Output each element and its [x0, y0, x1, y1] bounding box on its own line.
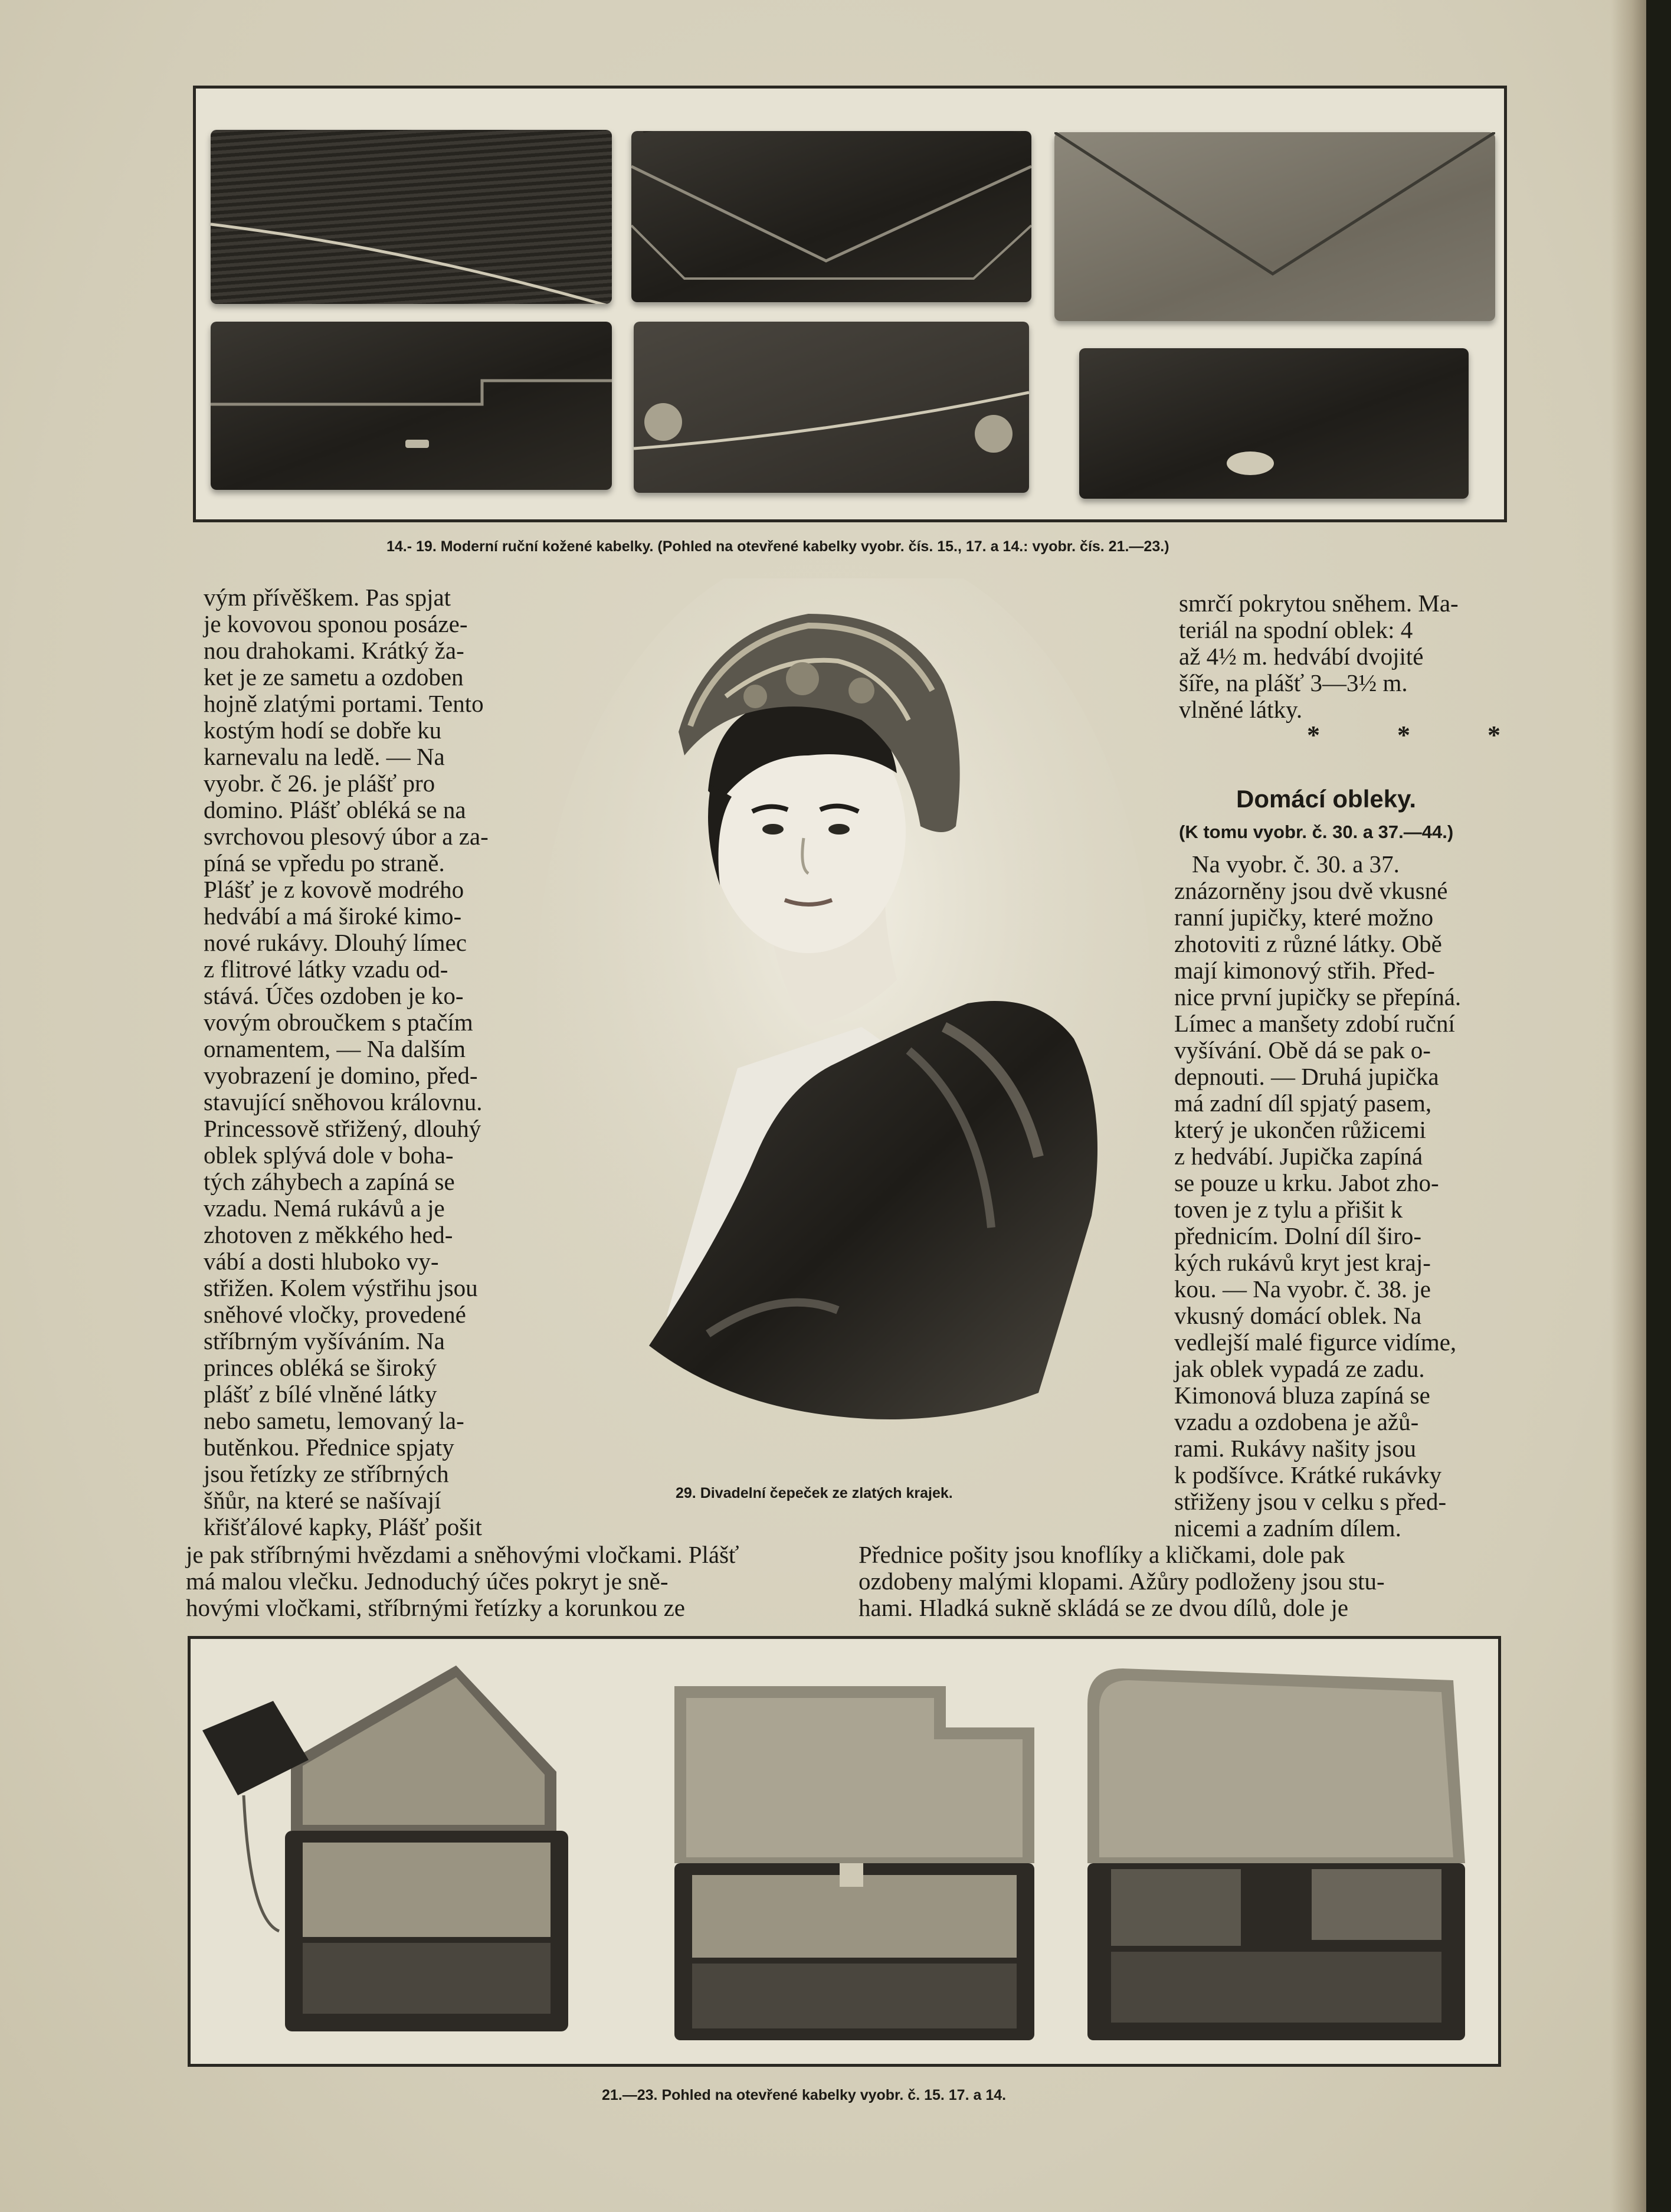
left-line: ornamentem, — Na dalším [204, 1035, 466, 1062]
left-bottom-text [186, 1542, 829, 1621]
left-line: vyobrazení je domino, před- [204, 1062, 478, 1089]
left-line: karnevalu na ledě. — Na [204, 743, 445, 770]
left-text-column [204, 584, 516, 1540]
right-line: k podšívce. Krátké rukávky [1174, 1461, 1442, 1488]
right-line: vyšívání. Obě dá se pak o- [1174, 1036, 1431, 1064]
right-line: kých rukávů kryt jest kraj- [1174, 1249, 1431, 1276]
right-line: rami. Rukávy našity jsou [1174, 1435, 1416, 1462]
top-photo-frame [193, 86, 1507, 522]
handbag-14 [211, 130, 612, 304]
left-line: nové rukávy. Dlouhý límec [204, 929, 467, 956]
section-divider-stars: * * * [1307, 721, 1536, 750]
left-line: kostým hodí se dobře ku [204, 716, 442, 744]
left-line: píná se vpředu po straně. [204, 849, 445, 876]
right-line: mají kimonový střih. Před- [1174, 957, 1435, 984]
left-line: stává. Účes ozdoben je ko- [204, 982, 464, 1009]
right-line: nicemi a zadním dílem. [1174, 1514, 1401, 1542]
left-line: nebo sametu, lemovaný la- [204, 1407, 464, 1434]
top-photo-caption: 14.- 19. Moderní ruční kožené kabelky. (Pohled na otevřené kabelky vyobr. čís. 15., 17. a 14.: vyobr. čís. 21.—23.) [386, 538, 1169, 555]
bottom-photo-caption: 21.—23. Pohled na otevřené kabelky vyobr. č. 15. 17. a 14. [602, 2087, 1007, 2103]
left-line: butěnkou. Přednice spjaty [204, 1434, 454, 1461]
left-line: oblek splývá dole v boha- [204, 1141, 454, 1169]
left-line: Princessově střižený, dlouhý [204, 1115, 481, 1142]
left-line: hojně zlatými portami. Tento [204, 690, 484, 717]
left-line: střižen. Kolem výstřihu jsou [204, 1274, 478, 1301]
handbag-19 [1079, 348, 1469, 499]
open-handbag-23 [1087, 1668, 1465, 2046]
right-line: znázorněny jsou dvě vkusné [1174, 877, 1448, 904]
left-line: princes obléká se široký [204, 1354, 437, 1381]
right-top-line: smrčí pokrytou sněhem. Ma- [1179, 590, 1459, 617]
right-line: Límec a manšety zdobí ruční [1174, 1010, 1455, 1037]
left-bottom-line: je pak stříbrnými hvězdami a sněhovými vločkami. Plášť [186, 1541, 739, 1568]
right-line: vzadu a ozdobena je ažů- [1174, 1408, 1419, 1435]
left-line: hedvábí a má široké kimo- [204, 902, 462, 930]
right-line: ranní jupičky, které možno [1174, 904, 1434, 931]
right-top-text [1179, 590, 1498, 723]
right-line: vkusný domácí oblek. Na [1174, 1302, 1422, 1329]
handbag-18 [634, 322, 1029, 493]
right-line: z hedvábí. Jupička zapíná [1174, 1143, 1423, 1170]
book-spine [1646, 0, 1671, 2212]
right-line: se pouze u krku. Jabot zho- [1174, 1169, 1439, 1196]
right-line: přednicím. Dolní díl širo- [1174, 1222, 1422, 1249]
left-bottom-line: má malou vlečku. Jednoduchý účes pokryt je sně- [186, 1568, 669, 1595]
right-line: jak oblek vypadá ze zadu. [1174, 1355, 1425, 1382]
left-line: šňůr, na které se našívají [204, 1487, 441, 1514]
left-line: nou drahokami. Krátký ža- [204, 637, 464, 664]
right-line: depnouti. — Druhá jupička [1174, 1063, 1439, 1090]
right-top-line: šíře, na plášť 3—3½ m. [1179, 669, 1408, 696]
right-bottom-text [859, 1542, 1498, 1621]
right-top-line: teriál na spodní oblek: 4 [1179, 616, 1413, 643]
right-line: má zadní díl spjatý pasem, [1174, 1089, 1432, 1117]
right-line: nice první jupičky se přepíná. [1174, 983, 1462, 1010]
right-bottom-line: hami. Hladká sukně skládá se ze dvou dílů, dole je [859, 1594, 1349, 1621]
left-line: svrchovou plesový úbor a za- [204, 823, 489, 850]
right-line: Na vyobr. č. 30. a 37. [1192, 850, 1400, 878]
left-line: domino. Plášť obléká se na [204, 796, 466, 823]
right-line: kou. — Na vyobr. č. 38. je [1174, 1275, 1431, 1303]
portrait-illustration [531, 578, 1156, 1487]
open-handbag-21 [202, 1654, 615, 2055]
portrait-caption: 29. Divadelní čepeček ze zlatých krajek. [676, 1485, 953, 1501]
bottom-photo-frame [188, 1636, 1501, 2067]
left-line: stříbrným vyšíváním. Na [204, 1327, 445, 1354]
handbag-17 [211, 322, 612, 490]
left-line: tých záhybech a zapíná se [204, 1168, 455, 1195]
right-line: vedlejší malé figurce vidíme, [1174, 1328, 1457, 1356]
left-line: Plášť je z kovově modrého [204, 876, 464, 903]
right-line: střiženy jsou v celku s před- [1174, 1488, 1447, 1515]
left-line: zhotoven z měkkého hed- [204, 1221, 453, 1248]
left-line: ket je ze sametu a ozdoben [204, 663, 464, 691]
left-line: je kovovou sponou posáze- [204, 610, 468, 637]
right-text-column [1174, 851, 1498, 1542]
right-line: Kimonová bluza zapíná se [1174, 1382, 1430, 1409]
section-heading: Domácí obleky. [1236, 785, 1416, 813]
left-line: sněhové vločky, provedené [204, 1301, 466, 1328]
left-line: vyobr. č 26. je plášť pro [204, 770, 435, 797]
left-line: stavující sněhovou královnu. [204, 1088, 483, 1115]
right-top-line: až 4½ m. hedvábí dvojité [1179, 643, 1424, 670]
right-bottom-line: Přednice pošity jsou knoflíky a kličkami, dole pak [859, 1541, 1345, 1568]
handbag-15 [631, 131, 1031, 302]
left-line: vábí a dosti hluboko vy- [204, 1248, 439, 1275]
left-bottom-line: hovými vločkami, stříbrnými řetízky a korunkou ze [186, 1594, 686, 1621]
handbag-16 [1054, 132, 1495, 321]
left-line: jsou řetízky ze stříbrných [204, 1460, 449, 1487]
left-line: vovým obroučkem s ptačím [204, 1009, 473, 1036]
left-line: vzadu. Nemá rukávů a je [204, 1195, 445, 1222]
left-line: vým přívěškem. Pas spjat [204, 584, 451, 611]
right-line: zhotoviti z různé látky. Obě [1174, 930, 1442, 957]
right-bottom-line: ozdobeny malými klopami. Ažůry podloženy jsou stu- [859, 1568, 1385, 1595]
right-top-line: vlněné látky. [1179, 696, 1303, 723]
right-line: který je ukončen růžicemi [1174, 1116, 1426, 1143]
left-line: z flitrové látky vzadu od- [204, 956, 448, 983]
left-line: křišťálové kapky, Plášť pošit [204, 1513, 482, 1540]
right-line: toven je z tylu a přišit k [1174, 1196, 1403, 1223]
left-line: plášť z bílé vlněné látky [204, 1380, 437, 1408]
section-subheading: (K tomu vyobr. č. 30. a 37.—44.) [1179, 822, 1454, 842]
open-handbag-22 [674, 1686, 1034, 2046]
page-edge-shadow [1611, 0, 1646, 2212]
